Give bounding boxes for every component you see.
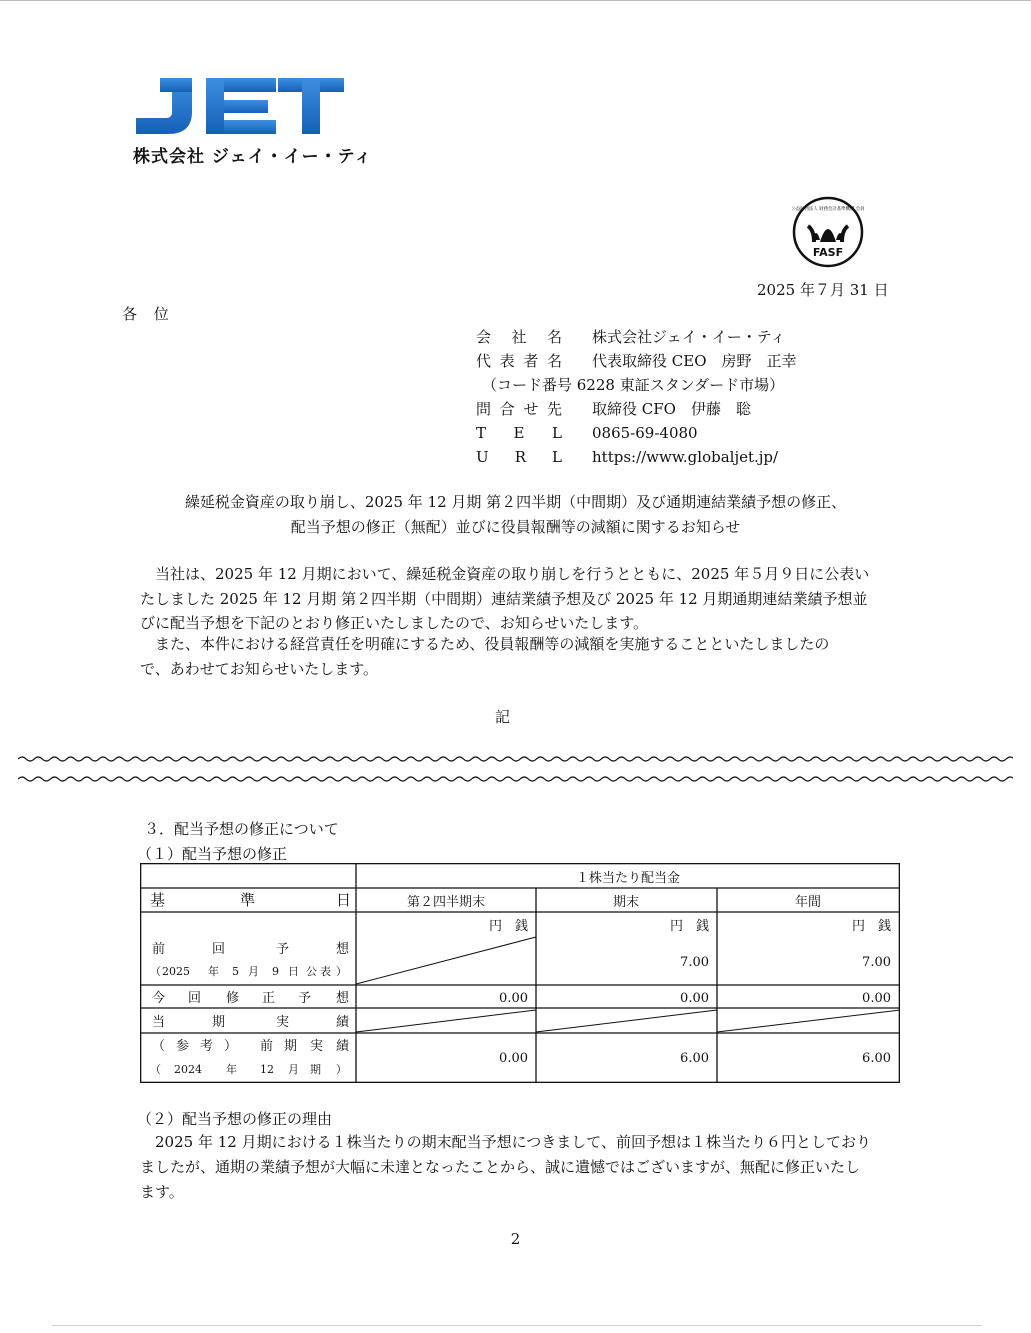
column-header-annual: 年間 bbox=[794, 895, 822, 910]
row-label-prior-actual bbox=[152, 1038, 350, 1054]
svg-text:（: （ bbox=[150, 1063, 161, 1076]
svg-text:修: 修 bbox=[226, 991, 240, 1006]
value-previous-year-end: 7.00 bbox=[680, 955, 709, 970]
svg-text:予: 予 bbox=[276, 942, 290, 957]
company-url-link[interactable]: https://www.globaljet.jp/ bbox=[592, 448, 779, 466]
value-revised-q2: 0.00 bbox=[499, 991, 528, 1006]
column-header-year-end: 期末 bbox=[612, 895, 640, 910]
body-paragraph-1: 当社は、2025 年 12 月期において、繰延税金資産の取り崩しを行うとともに、2025 年５月９日に公表い たしました 2025 年 12 月期 第２四半期（中間期）連結業績予想及び 2025 年 12 月期通期連結業績予想並 びに配当予想を下記のとおり修正いたしましたので、お知らせいたします。 bbox=[140, 565, 870, 632]
info-label: 問 合 せ 先 bbox=[476, 400, 562, 418]
svg-text:日: 日 bbox=[336, 891, 352, 909]
svg-text:正: 正 bbox=[262, 991, 276, 1006]
release-date: 2025 年７月 31 日 bbox=[757, 281, 889, 299]
svg-text:想: 想 bbox=[336, 942, 350, 957]
value-prior-q2: 0.00 bbox=[499, 1051, 528, 1066]
body-paragraph-2: また、本件における経営責任を明確にするため、役員報酬等の減額を実施することといたしましたの で、あわせてお知らせいたします。 bbox=[140, 635, 830, 678]
fasf-seal-icon bbox=[790, 196, 866, 268]
info-value: 0865-69-4080 bbox=[592, 424, 698, 442]
subsection-2-title: （２）配当予想の修正の理由 bbox=[137, 1110, 333, 1128]
unit-label: 円 銭 bbox=[488, 919, 528, 934]
top-border bbox=[0, 0, 1031, 1]
row-label-previous-forecast bbox=[152, 941, 350, 957]
document-title-line2: 配当予想の修正（無配）並びに役員報酬等の減額に関するお知らせ bbox=[290, 518, 741, 536]
section-3-title: ３．配当予想の修正について bbox=[144, 820, 339, 838]
svg-text:実: 実 bbox=[276, 1015, 290, 1030]
svg-text:月: 月 bbox=[288, 1063, 299, 1076]
svg-text:年: 年 bbox=[226, 1063, 237, 1076]
info-label: 代 表 者 名 bbox=[476, 352, 562, 370]
info-label: 会 社 名 bbox=[476, 328, 562, 346]
value-prior-year-end: 6.00 bbox=[680, 1051, 709, 1066]
svg-text:績: 績 bbox=[336, 1015, 350, 1030]
bottom-border bbox=[52, 1325, 982, 1326]
svg-text:前: 前 bbox=[260, 1039, 274, 1054]
svg-text:考: 考 bbox=[200, 1039, 214, 1054]
svg-text:2025: 2025 bbox=[162, 965, 190, 978]
svg-text:期: 期 bbox=[212, 1015, 226, 1030]
info-label: T E L bbox=[476, 424, 562, 442]
svg-text:（: （ bbox=[152, 1039, 166, 1054]
row-label-revised-forecast bbox=[152, 990, 350, 1006]
subsection-1-title: （１）配当予想の修正 bbox=[137, 845, 288, 863]
info-value: 代表取締役 CEO 房野 正幸 bbox=[592, 352, 797, 370]
svg-text:参: 参 bbox=[176, 1039, 190, 1054]
base-date-label bbox=[150, 891, 351, 909]
value-revised-annual: 0.00 bbox=[862, 991, 891, 1006]
stock-code: （コード番号 6228 東証スタンダード市場） bbox=[482, 376, 785, 394]
svg-text:績: 績 bbox=[336, 1039, 350, 1054]
svg-text:基: 基 bbox=[150, 891, 166, 909]
svg-text:想: 想 bbox=[336, 991, 350, 1006]
svg-text:回: 回 bbox=[212, 942, 226, 957]
row-sublabel-previous-forecast bbox=[150, 964, 347, 978]
seal-mark: FASF bbox=[812, 246, 844, 259]
svg-text:）: ） bbox=[336, 1063, 347, 1076]
svg-text:予: 予 bbox=[298, 991, 312, 1006]
column-header-q2: 第２四半期末 bbox=[406, 895, 486, 910]
svg-text:（: （ bbox=[150, 965, 161, 978]
svg-text:当: 当 bbox=[152, 1015, 166, 1030]
row-label-current-actual bbox=[152, 1014, 350, 1030]
svg-text:公: 公 bbox=[306, 965, 317, 978]
value-prior-annual: 6.00 bbox=[862, 1051, 891, 1066]
ki-heading: 記 bbox=[495, 708, 511, 726]
revision-reason: 2025 年 12 月期における１株当たりの期末配当予想につきまして、前回予想は１株当たり６円としており ましたが、通期の業績予想が大幅に未達となったことから、誠に遺憾ではございますが、無配に修正いたし ます。 bbox=[140, 1133, 871, 1201]
svg-text:回: 回 bbox=[188, 991, 202, 1006]
svg-text:）: ） bbox=[336, 965, 347, 978]
page-number: 2 bbox=[510, 1230, 521, 1248]
row-sublabel-prior-actual bbox=[150, 1062, 347, 1076]
svg-text:月: 月 bbox=[248, 965, 259, 978]
svg-text:期: 期 bbox=[284, 1039, 298, 1054]
svg-text:日: 日 bbox=[288, 965, 299, 978]
svg-text:実: 実 bbox=[310, 1039, 324, 1054]
svg-text:期: 期 bbox=[310, 1063, 321, 1076]
table-group-header: １株当たり配当金 bbox=[575, 871, 681, 886]
svg-text:2024: 2024 bbox=[174, 1063, 202, 1076]
document-title-line1: 繰延税金資産の取り崩し、2025 年 12 月期 第２四半期（中間期）及び通期連結業績予想の修正、 bbox=[184, 493, 847, 511]
omission-wave-line bbox=[18, 772, 1013, 786]
unit-label: 円 銭 bbox=[851, 919, 891, 934]
addressee: 各 位 bbox=[122, 305, 175, 323]
svg-text:5: 5 bbox=[232, 965, 239, 978]
jet-logo bbox=[132, 60, 348, 140]
omission-wave-line bbox=[18, 752, 1013, 766]
unit-label: 円 銭 bbox=[669, 919, 709, 934]
svg-text:表: 表 bbox=[320, 965, 331, 978]
dividend-table bbox=[140, 863, 900, 1083]
logo-text: JET bbox=[136, 74, 138, 75]
value-previous-annual: 7.00 bbox=[862, 955, 891, 970]
info-value: 取締役 CFO 伊藤 聡 bbox=[592, 400, 751, 418]
svg-text:準: 準 bbox=[240, 891, 256, 909]
svg-text:前: 前 bbox=[152, 942, 166, 957]
svg-text:9: 9 bbox=[272, 965, 279, 978]
svg-text:12: 12 bbox=[260, 1063, 274, 1076]
svg-text:）: ） bbox=[224, 1039, 238, 1054]
value-revised-year-end: 0.00 bbox=[680, 991, 709, 1006]
svg-text:今: 今 bbox=[152, 991, 166, 1006]
svg-text:年: 年 bbox=[208, 965, 219, 978]
company-logo-name: 株式会社 ジェイ・イー・ティ bbox=[133, 147, 373, 167]
info-value: 株式会社ジェイ・イー・ティ bbox=[592, 328, 786, 346]
info-label: U R L bbox=[476, 448, 562, 466]
seal-text: 公益財団法人 財務会計基準機構 会員 bbox=[791, 207, 865, 212]
